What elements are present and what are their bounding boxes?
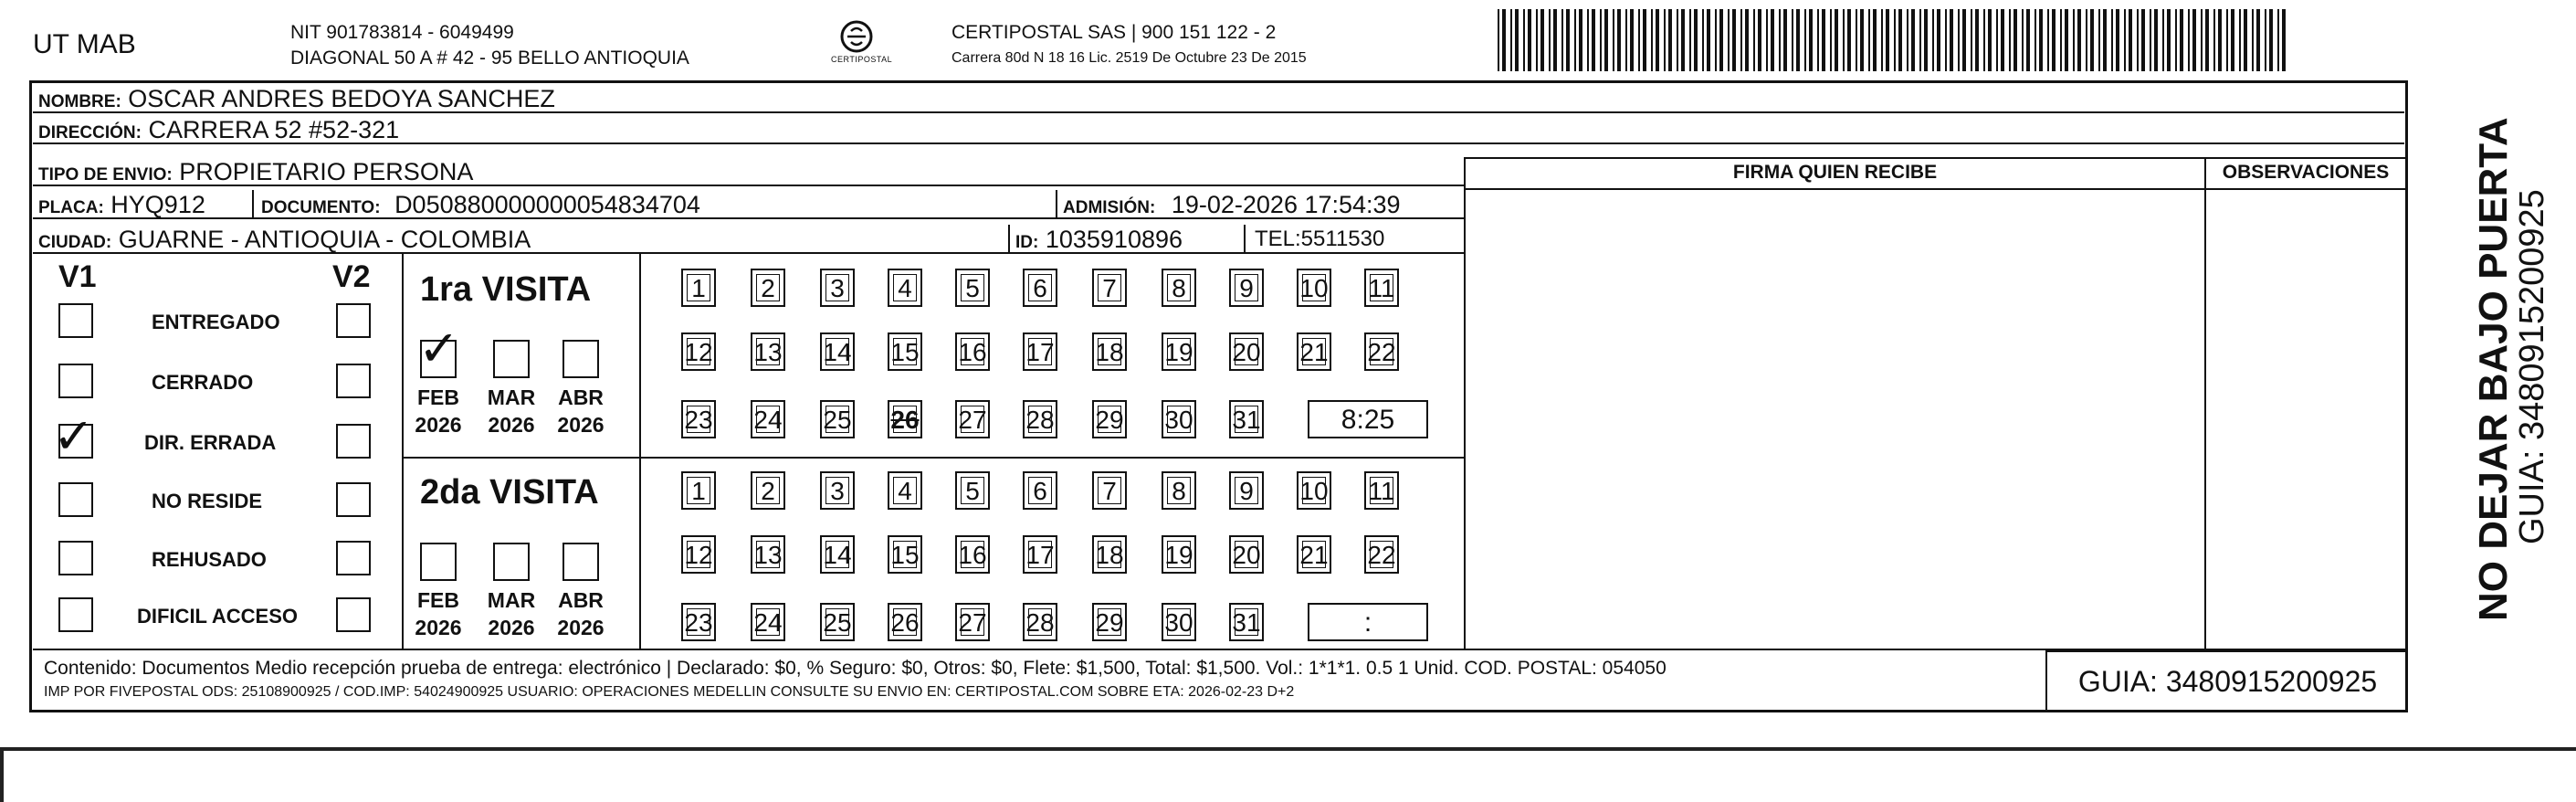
barcode-bar (1894, 9, 1896, 71)
day-box[interactable]: 29 (1092, 400, 1127, 438)
barcode-bar (1617, 9, 1621, 71)
barcode-bar (2265, 9, 2266, 71)
barcode-bar (2129, 9, 2132, 71)
carrier-name: CERTIPOSTAL SAS | 900 151 122 - 2 (952, 22, 1277, 43)
month-year: 2026 (488, 616, 535, 639)
day-box[interactable]: 28 (1023, 400, 1057, 438)
barcode-bar (1587, 9, 1589, 71)
firma-header: FIRMA QUIEN RECIBE (1732, 162, 1938, 183)
logo-label: CERTIPOSTAL (831, 55, 893, 64)
month-name: MAR (487, 588, 536, 612)
day-box[interactable]: 21 (1297, 535, 1331, 574)
side-warning: NO DEJAR BAJO PUERTA (2471, 117, 2516, 621)
month-label (482, 384, 541, 438)
barcode-bar (1613, 9, 1614, 71)
day-box[interactable]: 26 (888, 400, 922, 438)
barcode-bar (1868, 9, 1870, 71)
barcode-bar (2277, 9, 2279, 71)
day-box[interactable]: 24 (751, 400, 785, 438)
day-box[interactable]: 10 (1297, 471, 1331, 510)
barcode-bar (1950, 9, 1953, 71)
status-label: REHUSADO (152, 548, 267, 571)
footer-contents: Contenido: Documentos Medio recepción prueba de entrega: electrónico | Declarado: $0, % Seguro: $0, Otros: $0, Flete: $1,500, Total: $1,500. Vol.: 1*1*1. 0.5 1 Unid. COD. POSTAL: 054050 (44, 658, 1667, 679)
row-tipo (33, 157, 1464, 186)
barcode-bar (2052, 9, 2056, 71)
barcode-bar (1656, 9, 1659, 71)
month-checkbox[interactable] (563, 543, 599, 581)
barcode-bar (1719, 9, 1723, 71)
month-checkbox[interactable] (563, 340, 599, 378)
barcode-bar (1651, 9, 1653, 71)
status-label: DIR. ERRADA (144, 431, 277, 454)
barcode-bar (1732, 9, 1736, 71)
direccion-label: DIRECCIÓN: (38, 123, 142, 142)
side-guia-wrap (2513, 189, 2552, 544)
barcode-bar (2244, 9, 2247, 71)
status-label: DIFICIL ACCESO (137, 605, 299, 628)
barcode-bar (1796, 9, 1800, 71)
barcode-bar (1924, 9, 1928, 71)
barcode-bar (1515, 9, 1519, 71)
month-checkbox[interactable] (420, 543, 457, 581)
day-box[interactable]: 3 (820, 471, 855, 510)
day-box[interactable]: 16 (955, 535, 990, 574)
barcode-bar (1783, 9, 1787, 71)
barcode-bar (1540, 9, 1544, 71)
company-address: DIAGONAL 50 A # 42 - 95 BELLO ANTIOQUIA (290, 47, 689, 69)
certipostal-logo-icon (838, 18, 875, 55)
obs-divider (2204, 157, 2206, 650)
day-box[interactable]: 27 (955, 400, 990, 438)
barcode-bar (1766, 9, 1768, 71)
barcode-bar (1638, 9, 1640, 71)
ciudad-label: CIUDAD: (38, 233, 112, 252)
barcode-bar (1886, 9, 1889, 71)
v2-checkbox[interactable] (336, 482, 371, 517)
barcode-bar (2013, 9, 2017, 71)
day-box[interactable]: 1 (681, 471, 716, 510)
month-name: MAR (487, 385, 536, 409)
barcode-bar (2213, 9, 2215, 71)
day-box[interactable]: 25 (820, 400, 855, 438)
barcode-bar (1502, 9, 1506, 71)
barcode-bar (2150, 9, 2151, 71)
id-label: ID: (1015, 233, 1039, 252)
day-box[interactable]: 21 (1297, 332, 1331, 371)
barcode-bar (2188, 9, 2190, 71)
barcode-bar (1937, 9, 1940, 71)
day-box[interactable]: 15 (888, 332, 922, 371)
documento-cell (254, 190, 1057, 217)
v1-checkbox[interactable] (58, 541, 93, 575)
guia-number: GUIA: 3480915200925 (2045, 650, 2408, 712)
barcode-bar (1962, 9, 1966, 71)
barcode-bar (1668, 9, 1672, 71)
v1-checkbox[interactable] (58, 364, 93, 398)
day-box[interactable]: 29 (1092, 603, 1127, 641)
barcode-bar (2047, 9, 2049, 71)
barcode-bar (1919, 9, 1921, 71)
side-guia: GUIA: 3480915200925 (2513, 189, 2551, 544)
barcode-bar (1835, 9, 1838, 71)
nombre-label: NOMBRE: (38, 92, 121, 111)
barcode-bar (1536, 9, 1538, 71)
barcode-bar (2282, 9, 2286, 71)
barcode-bar (2039, 9, 2043, 71)
barcode-bar (1681, 9, 1685, 71)
side-text (2471, 117, 2517, 621)
admision-value: 19-02-2026 17:54:39 (1171, 191, 1401, 218)
barcode-bar (1945, 9, 1947, 71)
carrier-license: Carrera 80d N 18 16 Lic. 2519 De Octubre 23 De 2015 (952, 50, 1307, 66)
v1-label: V1 (58, 259, 97, 294)
month-name: FEB (417, 385, 459, 409)
barcode-bar (2077, 9, 2081, 71)
month-year: 2026 (557, 616, 605, 639)
admision-cell (1057, 190, 1464, 217)
day-box[interactable]: 16 (955, 332, 990, 371)
barcode-bar (1745, 9, 1749, 71)
day-box[interactable]: 28 (1023, 603, 1057, 641)
barcode-bar (2098, 9, 2100, 71)
day-box[interactable]: 6 (1023, 471, 1057, 510)
v2-checkbox[interactable] (336, 541, 371, 575)
tipo-value: PROPIETARIO PERSONA (179, 158, 474, 185)
barcode-bar (1996, 9, 1998, 71)
barcode-bar (1881, 9, 1883, 71)
barcode-bar (1574, 9, 1576, 71)
barcode-bar (1694, 9, 1698, 71)
barcode-bar (2022, 9, 2024, 71)
day-box[interactable]: 4 (888, 471, 922, 510)
id-cell (1010, 225, 1246, 252)
barcode-bar (1792, 9, 1793, 71)
month-checkbox[interactable] (493, 340, 530, 378)
barcode-bar (1528, 9, 1531, 71)
barcode-bar (1664, 9, 1666, 71)
day-box[interactable]: 2 (751, 269, 785, 307)
day-box[interactable]: 18 (1092, 535, 1127, 574)
barcode-bar (1498, 9, 1499, 71)
barcode-bar (2167, 9, 2171, 71)
barcode-bar (2065, 9, 2068, 71)
month-label (409, 586, 468, 641)
admision-label: ADMISIÓN: (1063, 198, 1156, 217)
day-box[interactable]: 23 (681, 603, 716, 641)
day-box[interactable]: 5 (955, 471, 990, 510)
v2-checkbox[interactable] (336, 303, 371, 338)
day-box[interactable]: 13 (751, 332, 785, 371)
status-label: NO RESIDE (152, 490, 263, 512)
barcode-bar (1975, 9, 1979, 71)
day-box[interactable]: 4 (888, 269, 922, 307)
months-divider (639, 254, 641, 650)
day-box[interactable]: 20 (1229, 535, 1264, 574)
barcode-bar (2231, 9, 2234, 71)
day-box[interactable]: 3 (820, 269, 855, 307)
barcode-bar (1843, 9, 1845, 71)
day-box[interactable]: 9 (1229, 471, 1264, 510)
day-box[interactable]: 11 (1364, 471, 1399, 510)
barcode-bar (1873, 9, 1877, 71)
barcode-bar (2154, 9, 2158, 71)
tel-cell (1246, 225, 1464, 252)
barcode-bar (2086, 9, 2087, 71)
day-box[interactable]: 6 (1023, 269, 1057, 307)
bottom-edge (0, 747, 2576, 802)
day-box[interactable]: 5 (955, 269, 990, 307)
month-label (409, 384, 468, 438)
barcode-bar (1579, 9, 1582, 71)
month-year: 2026 (557, 413, 605, 437)
barcode-bar (1604, 9, 1608, 71)
barcode-bar (2239, 9, 2241, 71)
row-ciudad (33, 225, 1464, 254)
barcode-bar (2035, 9, 2036, 71)
v2-checkbox[interactable] (336, 364, 371, 398)
month-name: ABR (558, 385, 604, 409)
day-box[interactable]: 9 (1229, 269, 1264, 307)
v2-label: V2 (332, 259, 371, 294)
barcode-bar (1958, 9, 1960, 71)
month-name: FEB (417, 588, 459, 612)
barcode-bar (1822, 9, 1825, 71)
day-box[interactable]: 2 (751, 471, 785, 510)
day-box[interactable]: 22 (1364, 535, 1399, 574)
check-mark-icon: ✓ (53, 407, 95, 465)
barcode-bar (2201, 9, 2203, 71)
day-box[interactable]: 12 (681, 535, 716, 574)
nombre-value: OSCAR ANDRES BEDOYA SANCHEZ (128, 85, 555, 112)
tel-value: TEL:5511530 (1255, 227, 1385, 251)
barcode-bar (1932, 9, 1934, 71)
visit-title: 1ra VISITA (420, 270, 592, 309)
barcode-bar (1592, 9, 1595, 71)
day-box[interactable]: 14 (820, 332, 855, 371)
barcode-bar (2252, 9, 2254, 71)
barcode-bar (1643, 9, 1646, 71)
barcode-bar (1988, 9, 1992, 71)
barcode-bar (1830, 9, 1832, 71)
barcode-bar (1630, 9, 1634, 71)
barcode-bar (1702, 9, 1704, 71)
barcode-bar (1804, 9, 1806, 71)
barcode-bar (1856, 9, 1857, 71)
day-box[interactable]: 25 (820, 603, 855, 641)
barcode-bar (1971, 9, 1972, 71)
day-box[interactable]: 7 (1092, 269, 1127, 307)
day-box[interactable]: 17 (1023, 332, 1057, 371)
check-mark-icon: ✓ (418, 320, 460, 377)
v1-checkbox[interactable] (58, 597, 93, 632)
barcode-bar (2103, 9, 2107, 71)
documento-label: DOCUMENTO: (261, 198, 381, 217)
barcode-bar (1600, 9, 1602, 71)
barcode-bar (2060, 9, 2062, 71)
visit-title: 2da VISITA (420, 473, 599, 512)
day-box[interactable]: 27 (955, 603, 990, 641)
barcode-bar (1566, 9, 1570, 71)
day-box[interactable]: 15 (888, 535, 922, 574)
barcode-bar (1817, 9, 1819, 71)
documento-value: D050880000000054834704 (394, 191, 700, 218)
placa-value: HYQ912 (110, 191, 205, 218)
barcode-bar (2218, 9, 2222, 71)
v1-checkbox[interactable] (58, 482, 93, 517)
firma-top-line (1464, 157, 2406, 159)
barcode-bar (1898, 9, 1902, 71)
ciudad-cell (33, 225, 1010, 252)
barcode-bar (1677, 9, 1678, 71)
visit-time[interactable]: : (1308, 603, 1428, 641)
barcode-bar (1860, 9, 1864, 71)
day-box[interactable]: 13 (751, 535, 785, 574)
footer-meta: IMP POR FIVEPOSTAL ODS: 25108900925 / COD.IMP: 54024900925 USUARIO: OPERACIONES MEDELLIN CONSULTE SU ENVIO EN: CERTIPOSTAL.COM SOBRE ETA: 2026-02-23 D+2 (44, 684, 1295, 700)
barcode-bar (1907, 9, 1908, 71)
barcode-bar (1983, 9, 1985, 71)
firma-header-line (1464, 188, 2406, 190)
tipo-label: TIPO DE ENVIO: (38, 165, 173, 185)
firma-divider (1464, 157, 1466, 650)
barcode-bar (2073, 9, 2075, 71)
barcode-bar (1740, 9, 1742, 71)
v1-checkbox[interactable] (58, 303, 93, 338)
barcode-bar (2162, 9, 2164, 71)
barcode-bar (2026, 9, 2030, 71)
barcode-bar (1728, 9, 1730, 71)
barcode-bar (2009, 9, 2011, 71)
barcode-bar (2090, 9, 2094, 71)
barcode-bar (1809, 9, 1813, 71)
day-box[interactable]: 8 (1162, 269, 1196, 307)
company-name: UT MAB (33, 29, 136, 59)
barcode-bar (2111, 9, 2113, 71)
visit-time[interactable]: 8:25 (1308, 400, 1428, 438)
row-placa (33, 190, 1464, 219)
barcode-bar (2001, 9, 2004, 71)
day-box[interactable]: 19 (1162, 535, 1196, 574)
barcode-bar (2256, 9, 2260, 71)
barcode-bar (1553, 9, 1557, 71)
month-year: 2026 (488, 413, 535, 437)
row-nombre (33, 84, 2404, 113)
day-box[interactable]: 10 (1297, 269, 1331, 307)
barcode-bar (2180, 9, 2183, 71)
month-label (552, 384, 610, 438)
barcode-bar (2137, 9, 2139, 71)
ciudad-value: GUARNE - ANTIOQUIA - COLOMBIA (118, 226, 531, 253)
month-name: ABR (558, 588, 604, 612)
month-label (552, 586, 610, 641)
day-box[interactable]: 30 (1162, 603, 1196, 641)
barcode-bar (1911, 9, 1915, 71)
barcode-bar (1625, 9, 1627, 71)
barcode-bar (1758, 9, 1761, 71)
barcode-bar (2192, 9, 2196, 71)
day-box[interactable]: 18 (1092, 332, 1127, 371)
status-divider (402, 254, 404, 650)
barcode-bar (1847, 9, 1851, 71)
barcode-bar (1753, 9, 1755, 71)
barcode-bar (1510, 9, 1512, 71)
placa-cell (33, 190, 254, 217)
day-box[interactable]: 8 (1162, 471, 1196, 510)
barcode-bar (2269, 9, 2273, 71)
placa-label: PLACA: (38, 198, 104, 217)
day-box[interactable]: 11 (1364, 269, 1399, 307)
observaciones-header: OBSERVACIONES (2222, 162, 2390, 183)
barcode-bar (2124, 9, 2126, 71)
v2-checkbox[interactable] (336, 597, 371, 632)
day-box[interactable]: 31 (1229, 400, 1264, 438)
v2-checkbox[interactable] (336, 424, 371, 459)
month-checkbox[interactable] (493, 543, 530, 581)
barcode-bar (2205, 9, 2209, 71)
status-label: ENTREGADO (152, 311, 280, 333)
day-box[interactable]: 24 (751, 603, 785, 641)
day-box[interactable]: 1 (681, 269, 716, 307)
barcode-bar (1715, 9, 1717, 71)
company-info (290, 20, 689, 71)
day-box[interactable]: 30 (1162, 400, 1196, 438)
barcode-bar (1771, 9, 1774, 71)
day-box[interactable]: 14 (820, 535, 855, 574)
barcode-bar (1561, 9, 1563, 71)
id-value: 1035910896 (1045, 226, 1183, 253)
month-year: 2026 (415, 413, 462, 437)
visit-divider (402, 457, 1464, 459)
day-box[interactable]: 26 (888, 603, 922, 641)
status-label: CERRADO (152, 371, 254, 394)
direccion-value: CARRERA 52 #52-321 (148, 116, 400, 143)
day-box[interactable]: 12 (681, 332, 716, 371)
month-label (482, 586, 541, 641)
day-box[interactable]: 17 (1023, 535, 1057, 574)
day-box[interactable]: 31 (1229, 603, 1264, 641)
company-nit: NIT 901783814 - 6049499 (290, 22, 514, 43)
barcode-bar (1689, 9, 1691, 71)
barcode-bar (1779, 9, 1781, 71)
barcode-bar (2141, 9, 2145, 71)
month-year: 2026 (415, 616, 462, 639)
day-box[interactable]: 19 (1162, 332, 1196, 371)
barcode-bar (1549, 9, 1551, 71)
barcode-bar (1523, 9, 1525, 71)
row-direccion (33, 115, 2404, 144)
barcode-bar (2116, 9, 2119, 71)
barcode (1498, 9, 2290, 71)
day-box[interactable]: 23 (681, 400, 716, 438)
day-box[interactable]: 22 (1364, 332, 1399, 371)
day-box[interactable]: 7 (1092, 471, 1127, 510)
carrier-info (952, 20, 1307, 71)
day-box[interactable]: 20 (1229, 332, 1264, 371)
barcode-bar (1707, 9, 1710, 71)
barcode-bar (2226, 9, 2228, 71)
barcode-bar (2175, 9, 2177, 71)
